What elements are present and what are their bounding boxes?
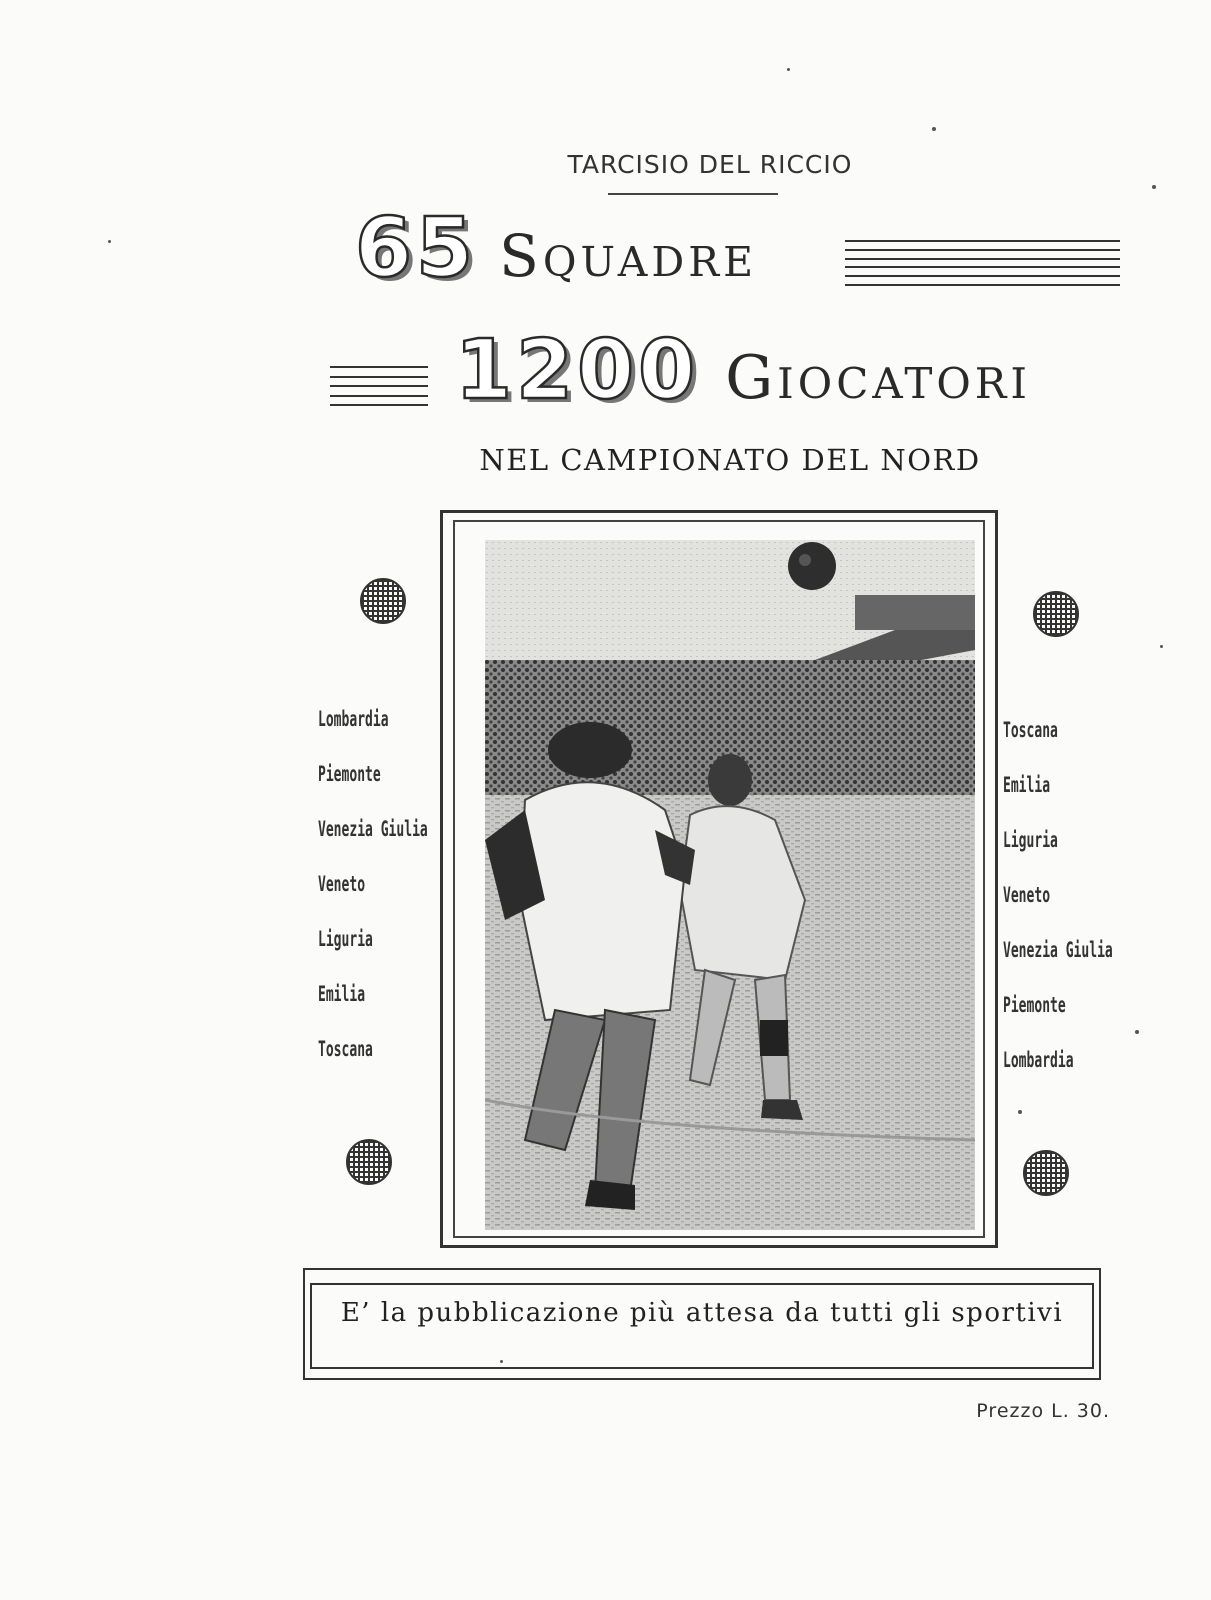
scan-speck	[932, 127, 936, 131]
author-underline	[608, 193, 778, 195]
region-item: Lombardia	[1003, 1048, 1074, 1072]
scan-speck	[1152, 185, 1156, 189]
regions-right-list	[1003, 716, 1180, 1101]
ball-icon	[1033, 591, 1079, 637]
ball-icon	[360, 578, 406, 624]
players-decorative-rules	[330, 366, 428, 406]
scan-speck	[1160, 645, 1163, 648]
banner-text: E’ la pubblicazione più attesa da tutti gli sportivi	[340, 1298, 1064, 1328]
regions-left-list	[318, 705, 495, 1090]
subtitle: NEL CAMPIONATO DEL NORD	[479, 443, 981, 477]
region-item: Venezia Giulia	[1003, 938, 1113, 962]
scan-speck	[1135, 1030, 1139, 1034]
price-label: Prezzo L. 30.	[976, 1400, 1110, 1422]
ball-icon	[346, 1139, 392, 1185]
teams-decorative-rules	[845, 240, 1120, 286]
teams-count: 65	[355, 201, 478, 296]
scan-speck	[108, 240, 111, 243]
region-item: Toscana	[318, 1037, 373, 1061]
ball-icon	[1023, 1150, 1069, 1196]
players-word: Giocatori	[725, 343, 1032, 413]
players-count: 1200	[455, 323, 700, 418]
region-item: Veneto	[318, 872, 366, 896]
headline-teams	[355, 201, 758, 296]
region-item: Lombardia	[318, 707, 389, 731]
region-item: Emilia	[318, 982, 366, 1006]
teams-word: Squadre	[499, 222, 758, 290]
author-name: TARCISIO DEL RICCIO	[567, 150, 853, 179]
headline-players	[455, 323, 1032, 418]
region-item: Liguria	[318, 927, 373, 951]
scan-speck	[787, 68, 790, 71]
scan-speck	[500, 1360, 503, 1363]
region-item: Veneto	[1003, 883, 1051, 907]
region-item: Piemonte	[318, 762, 381, 786]
region-item: Piemonte	[1003, 993, 1066, 1017]
region-item: Toscana	[1003, 718, 1058, 742]
football-match-photo	[485, 540, 975, 1230]
scan-speck	[1018, 1110, 1022, 1114]
region-item: Liguria	[1003, 828, 1058, 852]
region-item: Venezia Giulia	[318, 817, 428, 841]
region-item: Emilia	[1003, 773, 1051, 797]
